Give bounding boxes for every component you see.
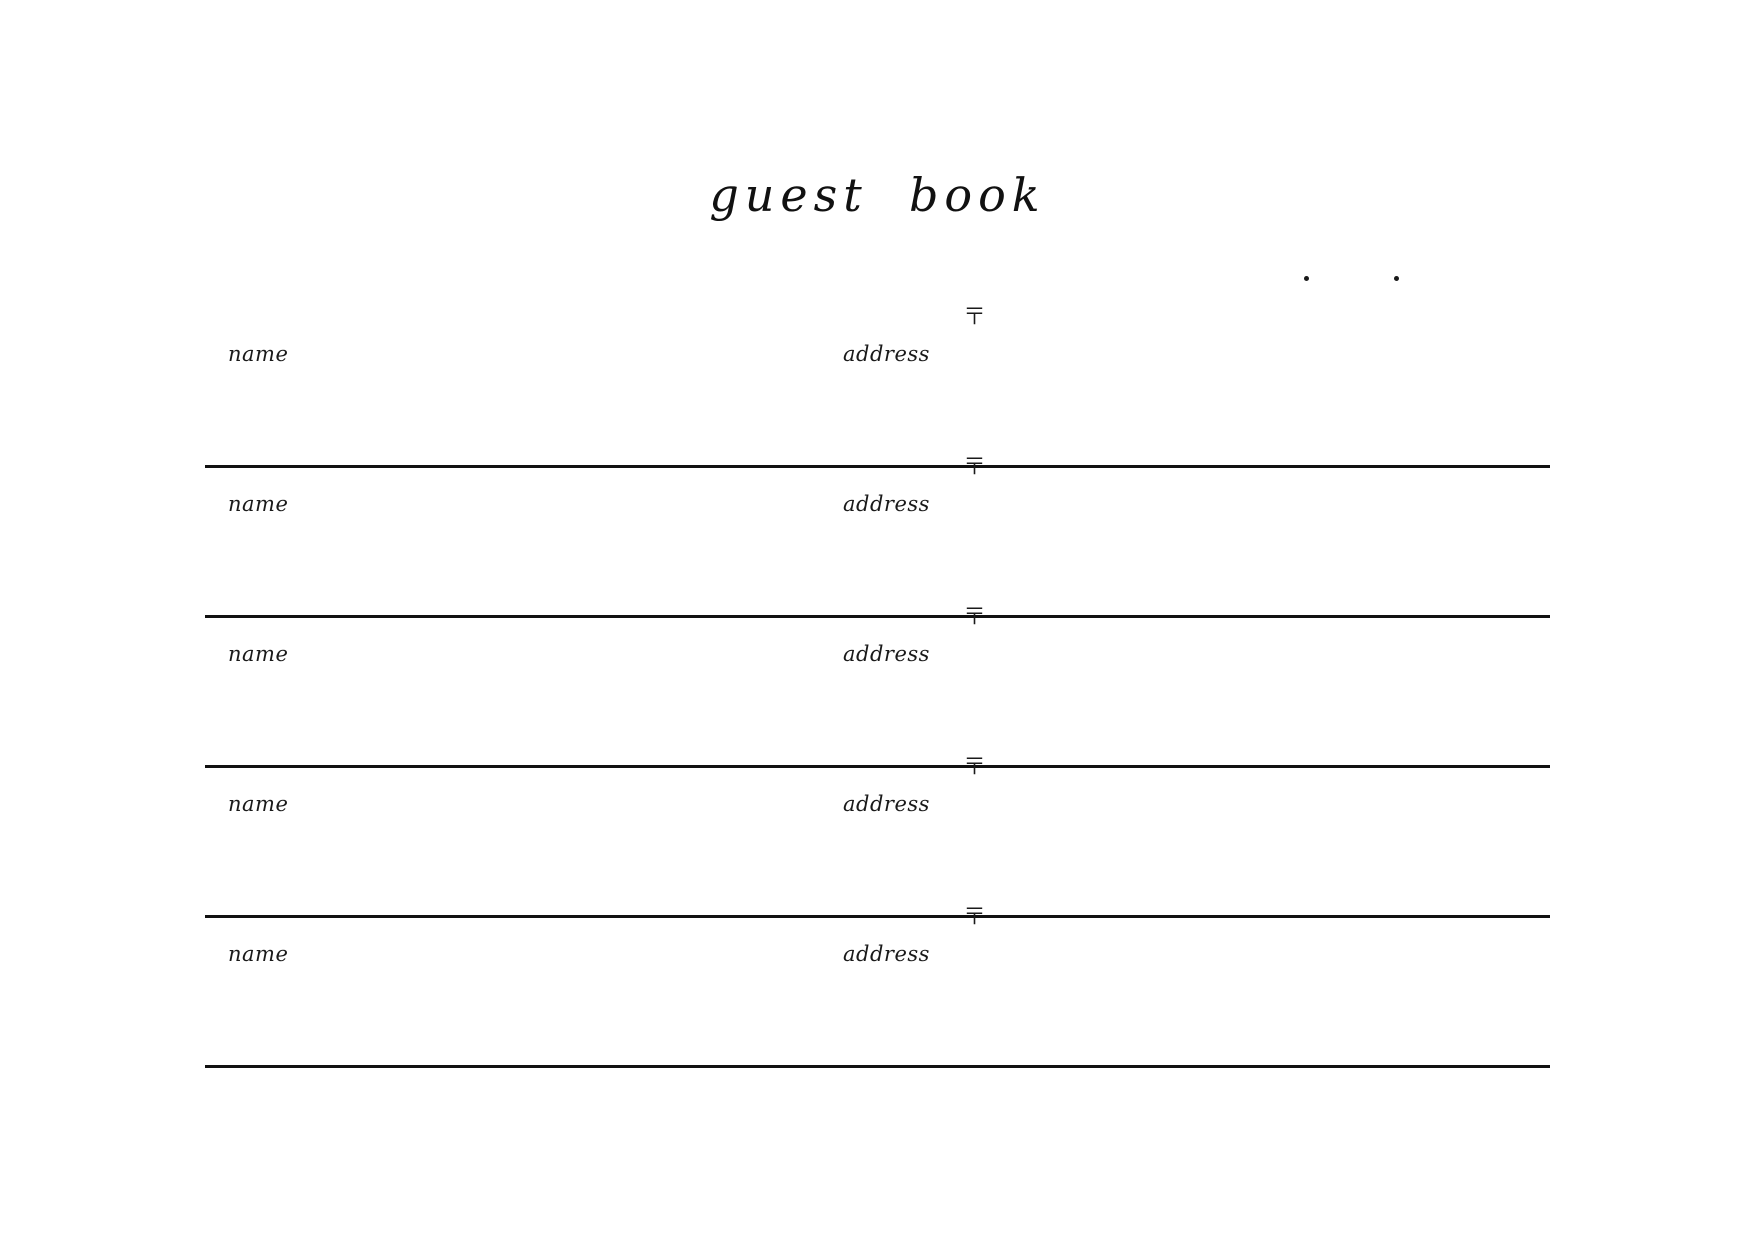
guest-entry-row xyxy=(0,604,1755,768)
guest-entry-row xyxy=(0,754,1755,918)
guest-entry-list xyxy=(0,304,1755,1068)
guest-entry-row xyxy=(0,904,1755,1068)
address-input[interactable] xyxy=(1000,478,1520,548)
postal-code-icon: 〒 xyxy=(963,754,986,780)
guest-entry-row xyxy=(0,304,1755,468)
postal-code-icon: 〒 xyxy=(963,304,986,330)
address-label: address xyxy=(843,942,930,966)
name-label: name xyxy=(228,342,289,366)
address-label: address xyxy=(843,792,930,816)
address-input[interactable] xyxy=(1000,628,1520,698)
name-input[interactable] xyxy=(300,628,800,698)
name-label: name xyxy=(228,642,289,666)
address-label: address xyxy=(843,642,930,666)
postal-code-icon: 〒 xyxy=(963,604,986,630)
name-label: name xyxy=(228,792,289,816)
address-label: address xyxy=(843,492,930,516)
name-input[interactable] xyxy=(300,778,800,848)
name-label: name xyxy=(228,492,289,516)
address-input[interactable] xyxy=(1000,778,1520,848)
row-divider xyxy=(205,1065,1550,1068)
address-input[interactable] xyxy=(1000,928,1520,998)
date-separator-dot-2 xyxy=(1394,276,1399,281)
name-input[interactable] xyxy=(300,328,800,398)
address-label: address xyxy=(843,342,930,366)
address-input[interactable] xyxy=(1000,328,1520,398)
postal-code-icon: 〒 xyxy=(963,454,986,480)
page-title: guest book xyxy=(709,168,1046,222)
postal-code-icon: 〒 xyxy=(963,904,986,930)
name-label: name xyxy=(228,942,289,966)
guest-entry-row xyxy=(0,454,1755,618)
name-input[interactable] xyxy=(300,928,800,998)
name-input[interactable] xyxy=(300,478,800,548)
date-field[interactable] xyxy=(1290,262,1430,284)
date-separator-dot-1 xyxy=(1304,276,1309,281)
